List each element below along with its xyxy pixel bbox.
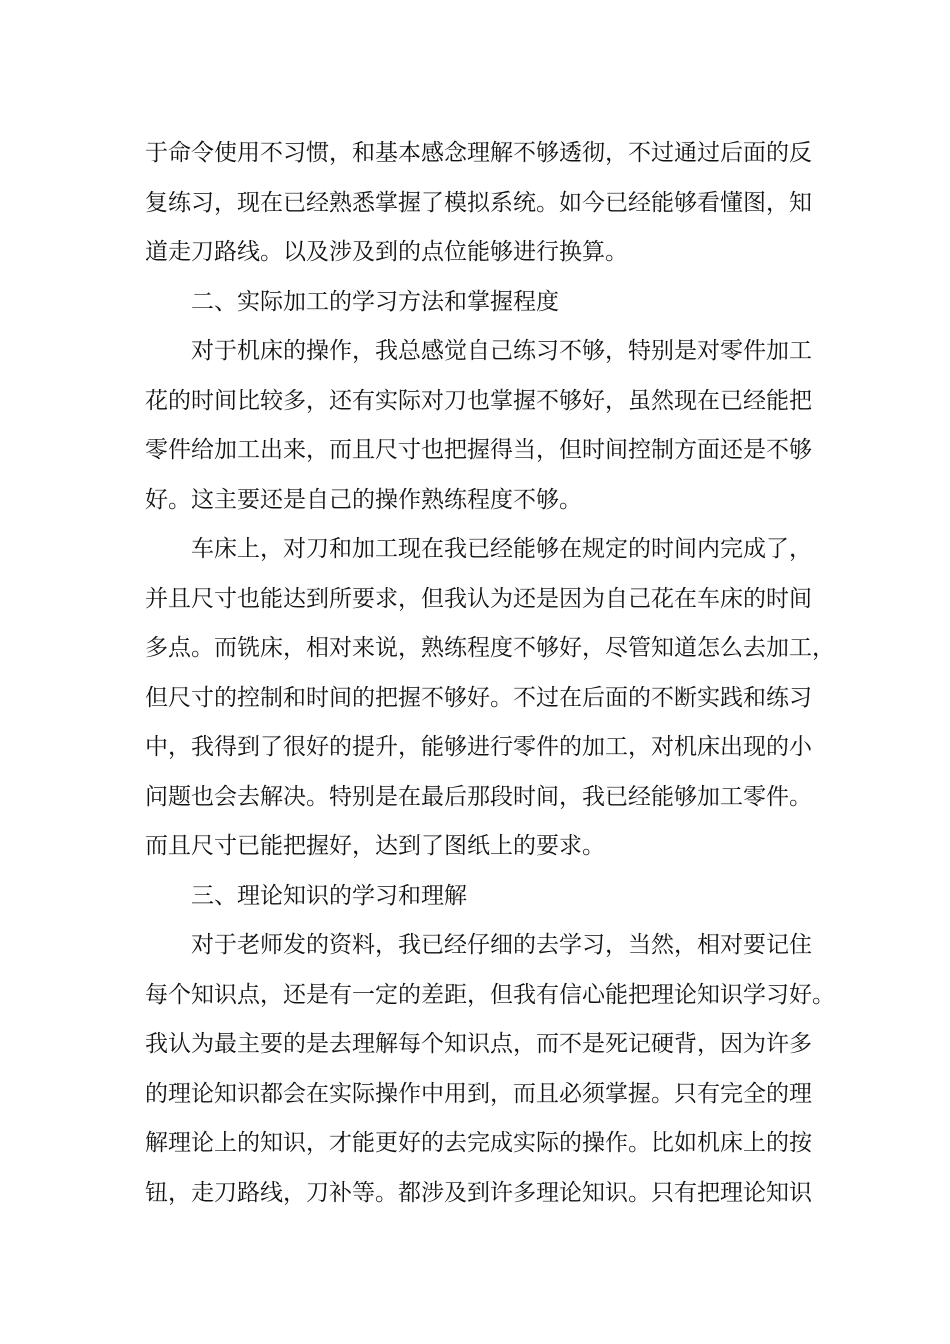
paragraph-lathe (145, 525, 835, 872)
text-line: 于命令使用不习惯，和基本感念理解不够透彻，不过通过后面的反 (145, 140, 812, 166)
text-line: 并且尺寸也能达到所要求，但我认为还是因为自己花在车床的时间 (145, 585, 812, 612)
text-line: 钮，走刀路线，刀补等。都涉及到许多理论知识。只有把理论知识 (145, 1179, 812, 1206)
text-line: 而且尺寸已能把握好，达到了图纸上的要求。 (145, 833, 605, 859)
heading-line: 三、理论知识的学习和理解 (191, 882, 467, 909)
section-heading-2 (145, 278, 815, 328)
text-line: 解理论上的知识，才能更好的去完成实际的操作。比如机床上的按 (145, 1130, 812, 1156)
text-line: 我认为最主要的是去理解每个知识点，而不是死记硬背，因为许多 (145, 1031, 812, 1057)
text-line: 的理论知识都会在实际操作中用到，而且必须掌握。只有完全的理 (145, 1080, 812, 1107)
paragraph-theory (145, 921, 835, 1218)
text-line: 对于老师发的资料，我已经仔细的去学习，当然，相对要记住 (191, 932, 812, 958)
text-line: 好。这主要还是自己的操作熟练程度不够。 (145, 486, 582, 513)
text-line: 但尺寸的控制和时间的把握不够好。不过在后面的不断实践和练习 (145, 684, 812, 711)
paragraph-continuation (145, 129, 815, 278)
heading-line: 二、实际加工的学习方法和掌握程度 (191, 288, 559, 315)
text-line: 零件给加工出来，而且尺寸也把握得当，但时间控制方面还是不够 (145, 437, 812, 463)
text-line: 每个知识点，还是有一定的差距，但我有信心能把理论知识学习好。 (145, 981, 835, 1008)
text-line: 道走刀路线。以及涉及到的点位能够进行换算。 (145, 239, 628, 265)
document-body (145, 129, 835, 1218)
text-line: 复练习，现在已经熟悉掌握了模拟系统。如今已经能够看懂图，知 (145, 189, 812, 216)
text-line: 多点。而铣床，相对来说，熟练程度不够好，尽管知道怎么去加工， (145, 635, 835, 661)
section-heading-3 (145, 872, 815, 922)
text-line: 问题也会去解决。特别是在最后那段时间，我已经能够加工零件。 (145, 783, 812, 810)
paragraph-machine-operation (145, 327, 815, 525)
text-line: 中，我得到了很好的提升，能够进行零件的加工，对机床出现的小 (145, 734, 812, 760)
text-line: 花的时间比较多，还有实际对刀也掌握不够好，虽然现在已经能把 (145, 387, 812, 414)
text-line: 对于机床的操作，我总感觉自己练习不够，特别是对零件加工 (191, 338, 812, 364)
text-line: 车床上，对刀和加工现在我已经能够在规定的时间内完成了， (191, 536, 812, 562)
